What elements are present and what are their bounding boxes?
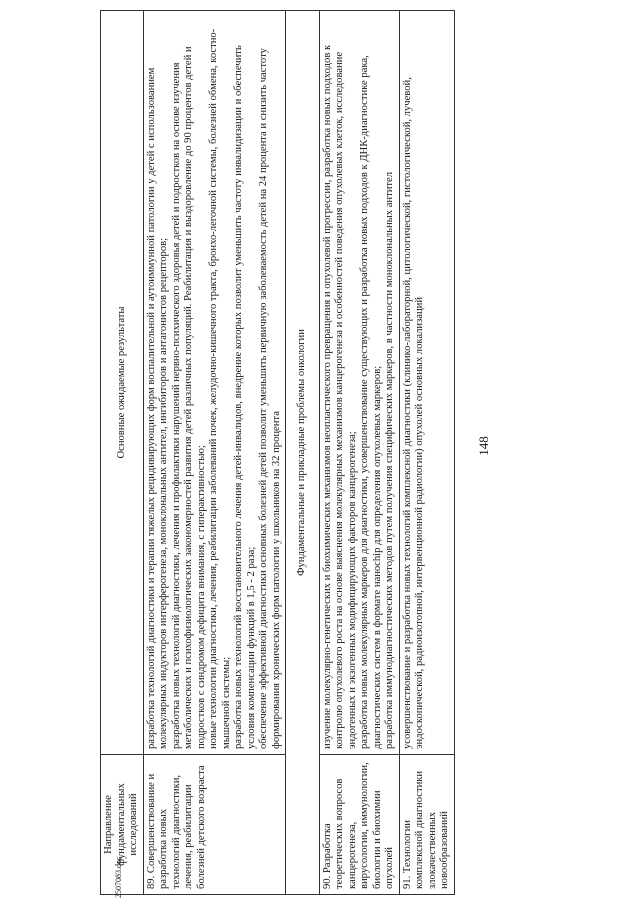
footer-file-code: 2507083.doc	[114, 856, 123, 898]
header-direction: Направление фундаментальных исследований	[101, 755, 144, 895]
row-direction: 89. Совершенствование и разработка новых технологий диагностики, лечения, реабилитации болезней детского возраста	[143, 755, 286, 895]
result-item: новые технологии диагностики, лечения, реабилитации заболеваний почек, желудочно-кишечного тракта, бронхо-легочной системы, болезней обмена, костно-мышечной системы;	[208, 28, 232, 749]
result-item: обеспечение эффективной диагностики основных болезней детей позволит уменьшить первичную заболеваемость детей на 24 процента и снизить частоту формирования хронических форм патологии у школьников на 32 процента	[258, 48, 282, 749]
section-heading: Фундаментальные и прикладные проблемы онкологии	[286, 11, 320, 895]
page-number: 148	[475, 436, 491, 456]
rotated-content	[100, 10, 460, 895]
result-item: разработка технологий диагностики и терапии тяжелых рецидивирующих форм воспалительной и аутоиммунной патологии у детей с использованием молекулярных индукторов интерферогенеза, моноклональных антител, ингибиторов и антагонистов рецепторов;	[145, 67, 169, 749]
row-direction: 91. Технологии комплексной диагностики злокачественных новообразований	[399, 755, 454, 895]
table-row	[143, 11, 286, 895]
result-item: разработка новых технологий диагностики, лечения и профилактики нарушений нервно-психического здоровья детей и подростков на основе изучения метаболических и психофизиологических закономерностей развития детей различных популяций. Реабилитация и выздоровление до 90 процентов детей и подростков с синдромом дефицита внимания, с гиперактивностью;	[170, 46, 207, 749]
table-row	[399, 11, 454, 895]
table-header-row	[101, 11, 144, 895]
result-item: разработка новых молекулярных маркеров для диагностики, усовершенствование существующих и разработка новых подходов к ДНК-диагностике рака, диагностических систем в формате нанochip для определения опухолевых маркеров;	[359, 55, 383, 749]
row-results	[399, 11, 454, 755]
header-results: Основные ожидаемые результаты	[101, 11, 144, 755]
result-item: изучение молекулярно-генетических и биохимических механизмов неопластического превращения и опухолевой прогрессии, разработка новых подходов к контролю опухолевого роста на основе выяснения молекулярных механизмов канцерогенеза и особенностей поведения опухолевых клеток, исследование эндогенных и экзогенных модифицирующих факторов канцерогенеза;	[321, 44, 358, 749]
row-results	[319, 11, 399, 755]
row-direction: 90. Разработка теоретических вопросов канцерогенеза, вирусологии, иммунологии, биологии и биохимии опухолей	[319, 755, 399, 895]
row-results	[143, 11, 286, 755]
result-item: разработка новых технологий восстановительного лечения детей-инвалидов, внедрение которых позволит уменьшить частоту инвалидизации и обеспечить условия компенсации функций в 1,5 - 2 раза;	[233, 45, 257, 749]
result-item: разработка иммунодиагностических методов путем получения специфических маркеров, в частности моноклональных антител	[384, 171, 395, 749]
table-row	[319, 11, 399, 895]
result-item: усовершенствование и разработка новых технологий комплексной диагностики (клинико-лабораторной, цитологической, гистологической, лучевой, эндоскопической, радиоизотопной, интервенционной радиологии) опухолей основных локализаций	[401, 77, 425, 749]
research-table	[100, 10, 455, 895]
section-heading-row	[286, 11, 320, 895]
rotated-table-area	[100, 10, 460, 895]
